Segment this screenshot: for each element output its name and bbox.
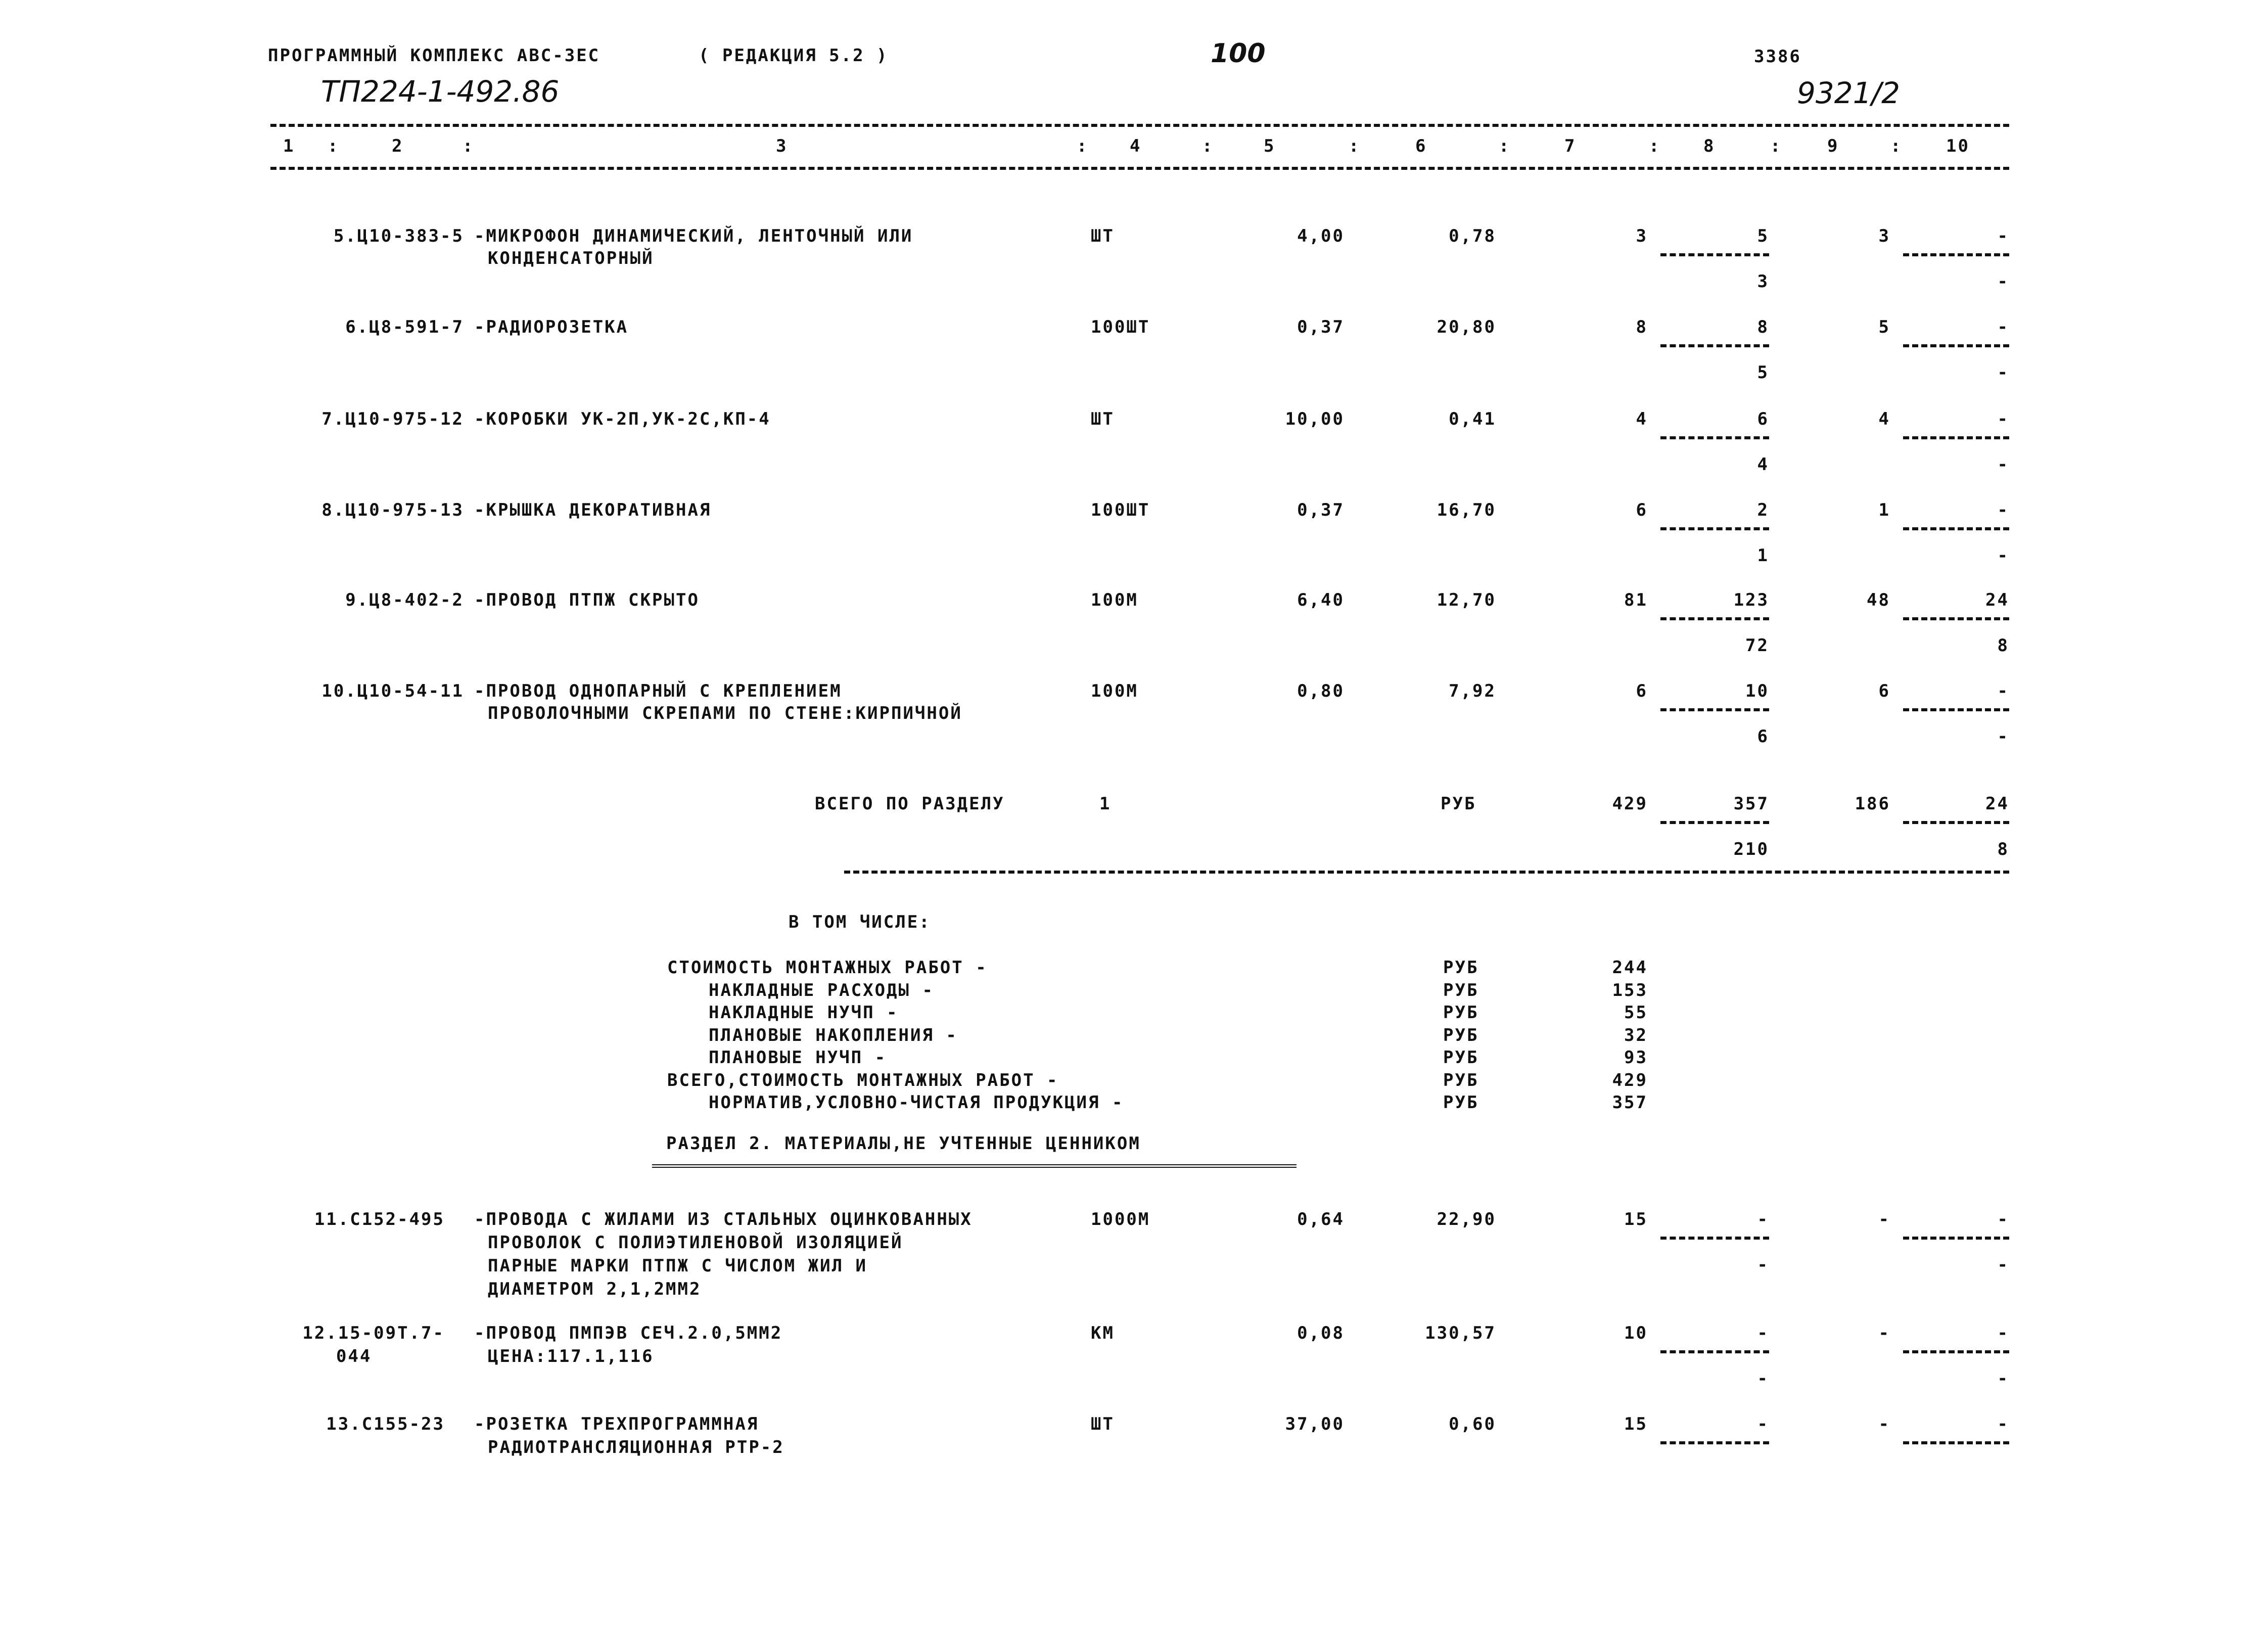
row-c10-bottom: 8 — [1997, 635, 2009, 656]
row-c9: - — [1878, 1209, 1890, 1229]
including-label: НОРМАТИВ,УСЛОВНО-ЧИСТАЯ ПРОДУКЦИЯ - — [709, 1092, 1124, 1113]
row-unit: ШТ — [1091, 1414, 1115, 1434]
row-c10-top: - — [1997, 1323, 2009, 1343]
row-c8-top: 8 — [1757, 317, 1769, 337]
fraction-rule — [1660, 708, 1769, 711]
col-separator: : — [1202, 136, 1214, 156]
fraction-rule — [1660, 821, 1769, 824]
row-c8-top: 5 — [1757, 226, 1769, 246]
row-qty: 0,80 — [1297, 681, 1345, 701]
row-unit: 100ШТ — [1091, 317, 1150, 337]
section-total-c10-top: 24 — [1985, 794, 2009, 814]
fraction-rule — [1660, 617, 1769, 620]
row-c9: 3 — [1878, 226, 1890, 246]
row-c10-top: - — [1997, 1209, 2009, 1229]
row-c8-top: 2 — [1757, 500, 1769, 520]
row-name: -ПРОВОД ПМПЭВ СЕЧ.2.0,5ММ2 — [474, 1323, 783, 1343]
fraction-rule — [1903, 253, 2009, 256]
row-c8-top: - — [1757, 1414, 1769, 1434]
fraction-rule — [1903, 1237, 2009, 1240]
col-8: 8 — [1703, 136, 1716, 156]
row-c10-top: - — [1997, 1414, 2009, 1434]
row-name: РАДИОТРАНСЛЯЦИОННАЯ РТР-2 — [488, 1437, 784, 1457]
row-code: 6.Ц8-591-7 — [345, 317, 464, 337]
fraction-rule — [1903, 617, 2009, 620]
col-separator: : — [328, 136, 340, 156]
row-code: 9.Ц8-402-2 — [345, 590, 464, 610]
row-c10-top: - — [1997, 681, 2009, 701]
including-unit: РУБ — [1443, 1092, 1479, 1113]
edition: ( РЕДАКЦИЯ 5.2 ) — [699, 45, 889, 66]
row-c10-bottom: - — [1997, 545, 2009, 566]
header-bottom-rule — [270, 167, 2009, 170]
including-unit: РУБ — [1443, 1002, 1479, 1023]
row-name: ПАРНЫЕ МАРКИ ПТПЖ С ЧИСЛОМ ЖИЛ И — [488, 1256, 868, 1276]
including-value: 153 — [1612, 980, 1648, 1000]
fraction-rule — [1903, 821, 2009, 824]
fraction-rule — [1903, 527, 2009, 530]
row-c7: 15 — [1624, 1414, 1648, 1434]
col-9: 9 — [1827, 136, 1839, 156]
row-c10-bottom: - — [1997, 1369, 2009, 1389]
including-label: ПЛАНОВЫЕ НАКОПЛЕНИЯ - — [709, 1025, 958, 1045]
row-c8-bottom: 3 — [1757, 271, 1769, 292]
row-c10-top: 24 — [1985, 590, 2009, 610]
col-separator: : — [1890, 136, 1903, 156]
section-total-unit: РУБ — [1441, 794, 1476, 814]
row-price: 130,57 — [1425, 1323, 1496, 1343]
row-c8-top: - — [1757, 1209, 1769, 1229]
section-total-c10-bottom: 8 — [1997, 839, 2009, 859]
row-name: -ПРОВОДА С ЖИЛАМИ ИЗ СТАЛЬНЫХ ОЦИНКОВАННЫХ — [474, 1209, 973, 1229]
row-qty: 0,37 — [1297, 500, 1345, 520]
row-qty: 6,40 — [1297, 590, 1345, 610]
row-price: 0,41 — [1449, 409, 1496, 429]
row-c8-top: 10 — [1745, 681, 1769, 701]
row-name: ДИАМЕТРОМ 2,1,2ММ2 — [488, 1279, 702, 1299]
col-separator: : — [462, 136, 475, 156]
col-10: 10 — [1946, 136, 1970, 156]
row-c8-bottom: 5 — [1757, 362, 1769, 383]
row-c10-bottom: - — [1997, 1255, 2009, 1275]
section-total-number: 1 — [1099, 794, 1112, 814]
row-c10-bottom: - — [1997, 454, 2009, 475]
col-separator: : — [1649, 136, 1661, 156]
fraction-rule — [1903, 1350, 2009, 1353]
row-c8-top: 123 — [1733, 590, 1769, 610]
total-rule — [844, 871, 2009, 874]
project-code: ТП224-1-492.86 — [321, 74, 560, 109]
row-price: 16,70 — [1437, 500, 1496, 520]
row-c10-top: - — [1997, 409, 2009, 429]
including-unit: РУБ — [1443, 957, 1479, 978]
col-1: 1 — [283, 136, 295, 156]
including-unit: РУБ — [1443, 1047, 1479, 1068]
including-label: НАКЛАДНЫЕ НУЧП - — [709, 1002, 899, 1023]
section-total-label: ВСЕГО ПО РАЗДЕЛУ — [815, 794, 1005, 814]
row-unit: 100М — [1091, 590, 1138, 610]
row-c8-bottom: 1 — [1757, 545, 1769, 566]
including-unit: РУБ — [1443, 1025, 1479, 1045]
program-name: ПРОГРАММНЫЙ КОМПЛЕКС АВС-ЗЕС — [268, 45, 600, 66]
row-unit: ШТ — [1091, 226, 1115, 246]
fraction-rule — [1660, 1350, 1769, 1353]
including-value: 244 — [1612, 957, 1648, 978]
including-unit: РУБ — [1443, 1070, 1479, 1090]
including-label: НАКЛАДНЫЕ РАСХОДЫ - — [709, 980, 934, 1000]
row-c10-top: - — [1997, 500, 2009, 520]
col-separator: : — [1077, 136, 1089, 156]
row-code: 13.С155-23 — [326, 1414, 445, 1434]
including-label: СТОИМОСТЬ МОНТАЖНЫХ РАБОТ - — [667, 957, 988, 978]
row-c9: - — [1878, 1323, 1890, 1343]
row-code: 5.Ц10-383-5 — [333, 226, 464, 246]
section-total-c9: 186 — [1855, 794, 1890, 814]
fraction-rule — [1660, 1441, 1769, 1444]
row-c10-top: - — [1997, 317, 2009, 337]
row-name: -ПРОВОД ПТПЖ СКРЫТО — [474, 590, 700, 610]
row-price: 0,78 — [1449, 226, 1496, 246]
row-c7: 10 — [1624, 1323, 1648, 1343]
row-c7: 6 — [1636, 500, 1648, 520]
row-name: -КРЫШКА ДЕКОРАТИВНАЯ — [474, 500, 712, 520]
col-6: 6 — [1415, 136, 1427, 156]
fraction-rule — [1660, 344, 1769, 347]
including-unit: РУБ — [1443, 980, 1479, 1000]
row-name: -РОЗЕТКА ТРЕХПРОГРАММНАЯ — [474, 1414, 759, 1434]
row-price: 7,92 — [1449, 681, 1496, 701]
row-c7: 15 — [1624, 1209, 1648, 1229]
including-value: 357 — [1612, 1092, 1648, 1113]
row-price: 0,60 — [1449, 1414, 1496, 1434]
row-c8-top: 6 — [1757, 409, 1769, 429]
album-code: 9321/2 — [1797, 76, 1901, 110]
row-qty: 0,37 — [1297, 317, 1345, 337]
row-c7: 3 — [1636, 226, 1648, 246]
row-name: -РАДИОРОЗЕТКА — [474, 317, 629, 337]
row-qty: 0,64 — [1297, 1209, 1345, 1229]
col-2: 2 — [392, 136, 404, 156]
row-name: -ПРОВОД ОДНОПАРНЫЙ С КРЕПЛЕНИЕМ — [474, 681, 842, 701]
including-title: В ТОМ ЧИСЛЕ: — [789, 912, 931, 932]
row-c10-top: - — [1997, 226, 2009, 246]
row-unit: КМ — [1091, 1323, 1115, 1343]
row-qty: 10,00 — [1285, 409, 1345, 429]
row-name: КОНДЕНСАТОРНЫЙ — [488, 248, 654, 268]
row-code: 044 — [336, 1346, 372, 1366]
fraction-rule — [1660, 436, 1769, 439]
col-4: 4 — [1130, 136, 1142, 156]
row-code: 7.Ц10-975-12 — [321, 409, 464, 429]
row-c8-bottom: 4 — [1757, 454, 1769, 475]
row-code: 11.С152-495 — [314, 1209, 445, 1229]
section-total-c8-bottom: 210 — [1733, 839, 1769, 859]
section-2-title: РАЗДЕЛ 2. МАТЕРИАЛЫ,НЕ УЧТЕННЫЕ ЦЕННИКОМ — [666, 1133, 1141, 1154]
row-c7: 4 — [1636, 409, 1648, 429]
row-c8-bottom: 6 — [1757, 726, 1769, 747]
row-c9: 5 — [1878, 317, 1890, 337]
fraction-rule — [1660, 1237, 1769, 1240]
row-qty: 0,08 — [1297, 1323, 1345, 1343]
row-unit: 100ШТ — [1091, 500, 1150, 520]
including-value: 32 — [1624, 1025, 1648, 1045]
including-label: ПЛАНОВЫЕ НУЧП - — [709, 1047, 887, 1068]
col-5: 5 — [1264, 136, 1276, 156]
row-c9: 1 — [1878, 500, 1890, 520]
section-total-c8-top: 357 — [1733, 794, 1769, 814]
row-c8-bottom: - — [1757, 1369, 1769, 1389]
row-c10-bottom: - — [1997, 362, 2009, 383]
row-price: 20,80 — [1437, 317, 1496, 337]
row-code: 8.Ц10-975-13 — [321, 500, 464, 520]
row-qty: 37,00 — [1285, 1414, 1345, 1434]
row-c10-bottom: - — [1997, 271, 2009, 292]
col-separator: : — [1349, 136, 1361, 156]
including-value: 429 — [1612, 1070, 1648, 1090]
row-c7: 81 — [1624, 590, 1648, 610]
fraction-rule — [1903, 436, 2009, 439]
col-separator: : — [1499, 136, 1511, 156]
including-value: 55 — [1624, 1002, 1648, 1023]
sheet-code: 3386 — [1754, 47, 1801, 67]
row-c7: 8 — [1636, 317, 1648, 337]
row-code: 12.15-09Т.7- — [302, 1323, 445, 1343]
row-c9: - — [1878, 1414, 1890, 1434]
row-name: -КОРОБКИ УК-2П,УК-2С,КП-4 — [474, 409, 771, 429]
row-c10-bottom: - — [1997, 726, 2009, 747]
row-c9: 6 — [1878, 681, 1890, 701]
including-label: ВСЕГО,СТОИМОСТЬ МОНТАЖНЫХ РАБОТ - — [667, 1070, 1059, 1090]
row-c9: 48 — [1867, 590, 1890, 610]
including-value: 93 — [1624, 1047, 1648, 1068]
fraction-rule — [1903, 1441, 2009, 1444]
col-7: 7 — [1564, 136, 1577, 156]
row-unit: ШТ — [1091, 409, 1115, 429]
row-c8-bottom: - — [1757, 1255, 1769, 1275]
row-name: ПРОВОЛОЧНЫМИ СКРЕПАМИ ПО СТЕНЕ:КИРПИЧНОЙ — [488, 703, 962, 723]
col-3: 3 — [776, 136, 788, 156]
page-number: 100 — [1211, 38, 1266, 69]
row-qty: 4,00 — [1297, 226, 1345, 246]
row-c7: 6 — [1636, 681, 1648, 701]
header-top-rule — [270, 124, 2009, 127]
row-price: 12,70 — [1437, 590, 1496, 610]
row-unit: 1000М — [1091, 1209, 1150, 1229]
col-separator: : — [1770, 136, 1782, 156]
fraction-rule — [1903, 344, 2009, 347]
row-name: -МИКРОФОН ДИНАМИЧЕСКИЙ, ЛЕНТОЧНЫЙ ИЛИ — [474, 226, 913, 246]
row-name: ЦЕНА:117.1,116 — [488, 1346, 654, 1366]
row-price: 22,90 — [1437, 1209, 1496, 1229]
row-name: ПРОВОЛОК С ПОЛИЭТИЛЕНОВОЙ ИЗОЛЯЦИЕЙ — [488, 1233, 903, 1253]
row-c8-bottom: 72 — [1745, 635, 1769, 656]
row-c8-top: - — [1757, 1323, 1769, 1343]
fraction-rule — [1660, 253, 1769, 256]
fraction-rule — [1903, 708, 2009, 711]
fraction-rule — [1660, 527, 1769, 530]
section-total-c7: 429 — [1612, 794, 1648, 814]
row-c9: 4 — [1878, 409, 1890, 429]
section-2-underline — [652, 1164, 1297, 1168]
row-code: 10.Ц10-54-11 — [321, 681, 464, 701]
row-unit: 100М — [1091, 681, 1138, 701]
